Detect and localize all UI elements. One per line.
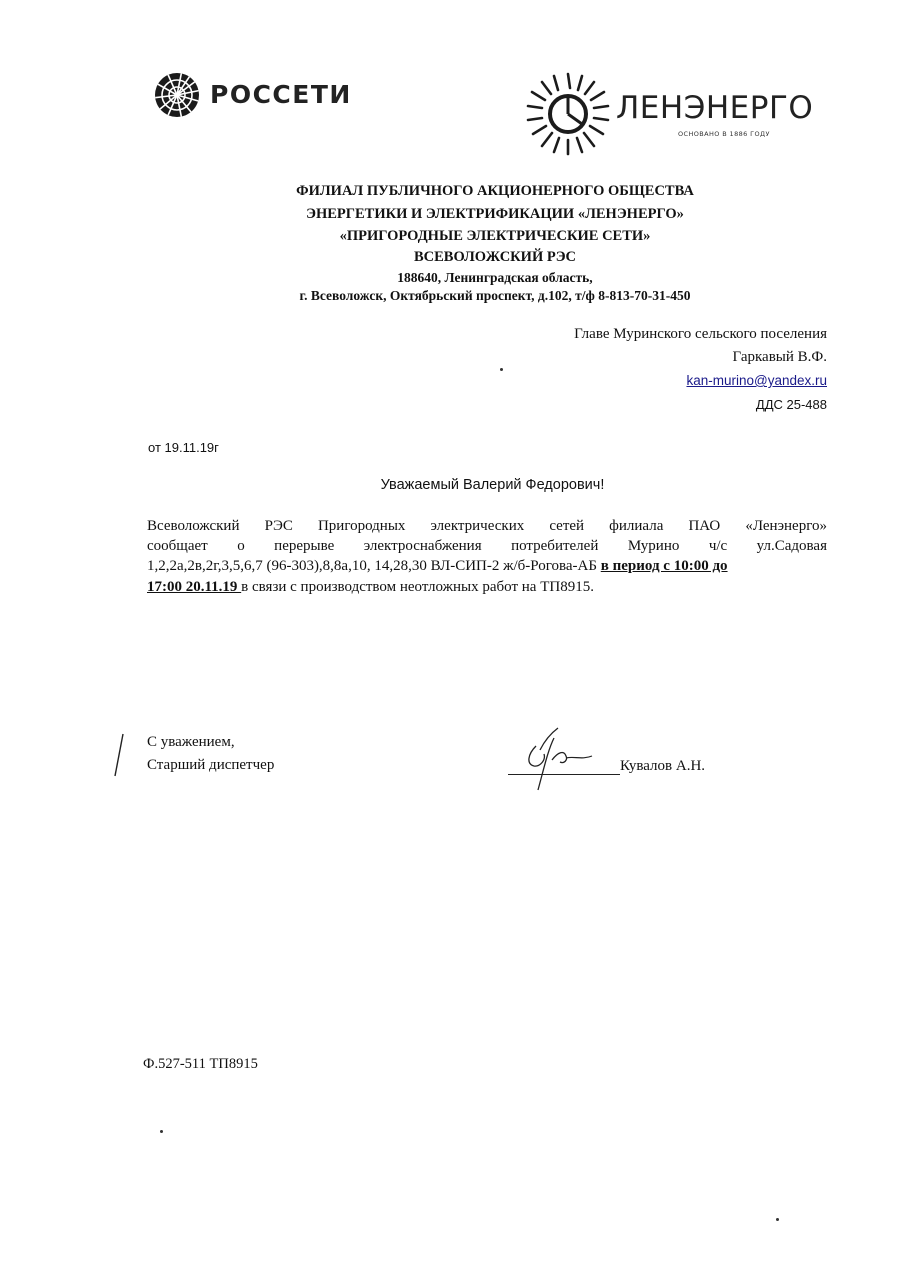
header-address-1: 188640, Ленинградская область,	[397, 270, 593, 285]
header-line-1: ФИЛИАЛ ПУБЛИЧНОГО АКЦИОНЕРНОГО ОБЩЕСТВА	[296, 183, 694, 199]
signer-name: Кувалов А.Н.	[620, 758, 706, 774]
header-line-3: «ПРИГОРОДНЫЕ ЭЛЕКТРИЧЕСКИЕ СЕТИ»	[339, 228, 651, 244]
handwritten-signature	[514, 720, 604, 792]
closing-position: Старший диспетчер	[147, 757, 275, 773]
greeting: Уважаемый Валерий Федорович!	[380, 477, 605, 493]
scan-speck	[160, 1130, 163, 1133]
lenenergo-sun-icon	[520, 66, 616, 162]
body-line-4-text: в связи с производством неотложных работ на ТП8915.	[241, 579, 594, 595]
recipient-dds: ДДС 25-488	[755, 397, 827, 412]
body-line-1: Всеволожский РЭС Пригородных электрических сетей филиала ПАО «Ленэнерго»	[147, 518, 827, 534]
body-line-3-text: 1,2,2а,2в,2г,3,5,6,7 (96-303),8,8а,10, 14,28,30 ВЛ-СИП-2 ж/б-Рогова-АБ	[147, 558, 601, 574]
lenenergo-logo	[520, 66, 814, 162]
scan-speck	[776, 1218, 779, 1221]
header-line-2: ЭНЕРГЕТИКИ И ЭЛЕКТРИФИКАЦИИ «ЛЕНЭНЕРГО»	[306, 206, 684, 222]
letter-date: от 19.11.19г	[148, 440, 219, 455]
recipient-name: Гаркавый В.Ф.	[732, 349, 827, 365]
header-line-4: ВСЕВОЛОЖСКИЙ РЭС	[413, 249, 577, 265]
outage-period-end: 17:00 20.11.19	[147, 579, 242, 595]
recipient-email-link[interactable]: kan-murino@yandex.ru	[686, 373, 827, 388]
rosseti-wordmark: РОССЕТИ	[210, 80, 352, 109]
rosseti-globe-icon	[152, 70, 202, 120]
outage-period-start: в период с 10:00 до	[600, 558, 728, 574]
lenenergo-tagline: ОСНОВАНО В 1886 ГОДУ	[678, 130, 770, 138]
scan-speck	[500, 368, 503, 371]
closing-regards: С уважением,	[147, 734, 235, 750]
lenenergo-wordmark: ЛЕНЭНЕРГО	[616, 90, 814, 126]
recipient-title: Главе Муринского сельского поселения	[574, 326, 827, 342]
header-address-2: г. Всеволожск, Октябрьский проспект, д.102, т/ф 8-813-70-31-450	[299, 288, 691, 303]
body-line-2: сообщает о перерыве электроснабжения потребителей Мурино ч/с ул.Садовая	[147, 538, 827, 554]
margin-pen-mark	[112, 733, 126, 777]
footer-reference: Ф.527-511 ТП8915	[143, 1056, 258, 1072]
signature-line	[508, 774, 620, 775]
rosseti-logo	[152, 70, 352, 122]
body-line-4	[147, 577, 827, 597]
body-line-3	[147, 556, 827, 576]
